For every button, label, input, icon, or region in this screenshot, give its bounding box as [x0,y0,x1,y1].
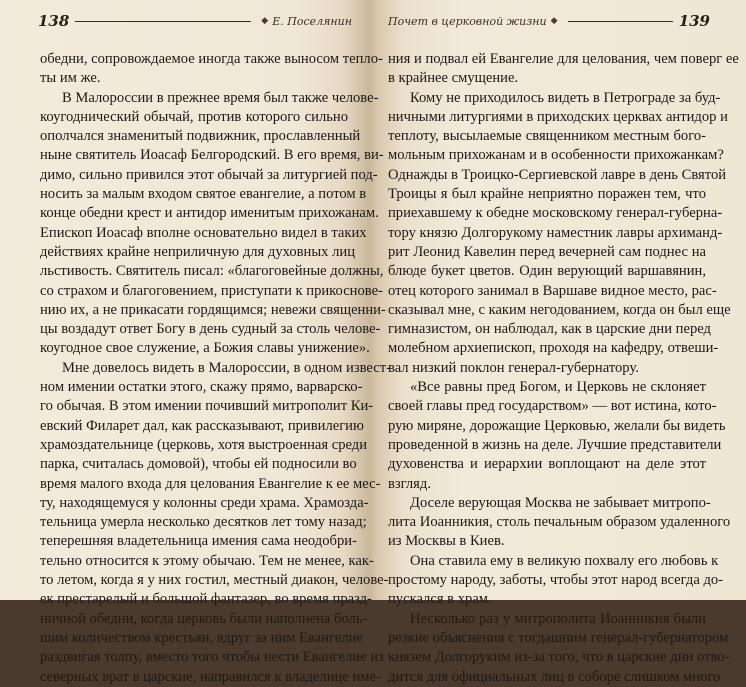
text-line: В Малороссии в прежнее время был также челове- [62,89,379,106]
text-line: мольным прихожанам и в особенности прихожанкам? [388,147,724,164]
text-line: теплоту, высылаемые священником местным бого- [388,128,706,145]
text-line: Однажды в Троицко-Сергиевской лавре в день Святой [388,166,727,183]
text-line: ном имении остатки этого, скажу прямо, варварско- [40,379,363,396]
text-line: Доселе верующая Москва не забывает митропо- [410,494,711,511]
text-line: нию их, а не прикасати гордящимся; невежи священни- [40,301,386,318]
right-page-text [388,50,739,687]
text-line: ничными литургиями в приходских церквах антидор и [388,108,728,125]
text-line: проведенной в жизнь на деле. Лучшие представители [388,436,722,453]
text-line: ныне святитель Иоасаф Белгородский. В его время, ви- [40,147,384,164]
text-line: молебном архиепископ, проходя на кафедру, отвеши- [388,340,719,357]
text-line: носить за малым входом святое евангелие, а потом в [40,186,367,203]
left-running-head [38,8,352,34]
text-line: из Москвы в Киев. [388,533,505,550]
text-line: духовенства и иерархии воплощают на деле этот [388,456,706,473]
text-line: со страхом и благоговением, приступати к прикоснове- [40,282,383,299]
text-line: коугоднический обычай, против которого сильно [40,108,348,125]
text-line: отец которого занимал в Варшаве видное место, рас- [388,282,717,299]
text-line: в крайнее смущение. [388,70,519,87]
text-line: коугодное свое служение, а Божия славы унижение». [40,340,370,357]
text-line: тору князю Долгорукому наместник лавры архиманд- [388,224,723,241]
text-line: ту, находящемуся у колонны среди храма. Храмозда- [40,494,369,511]
text-line: простому народу, заботы, чтобы этот народ всегда до- [388,572,724,589]
right-running-head [388,8,710,34]
text-line: то летом, когда я у них гостил, местный диакон, челове- [40,572,389,589]
text-line: димо, сильно привился этот обычай за литургией под- [40,166,378,183]
right-page [374,0,746,685]
text-line: теперешняя владетельница имения сама неодобри- [40,533,357,550]
text-line: взгляд. [388,475,431,492]
left-page-text [40,50,391,687]
text-line: Епископ Иоасаф вполне основательно видел в таких [40,224,367,241]
text-line: Мне довелось видеть в Малороссии, в одном извест- [62,359,391,376]
text-line: своей главы пред государством» — вот истина, кото- [388,398,717,415]
text-line: ты им же. [40,70,101,87]
text-line: рит Леонид Кавелин перед вечерней сам поднес на [388,243,706,260]
text-line: евский Филарет дал, как рассказывают, привилегию [40,417,364,434]
ornament-icon: ◆ [550,16,558,26]
text-line: парка, считалась домовой), чтобы ей подносили во [40,456,357,473]
text-line: ополчался знаменитый подвижник, прославленный [40,128,361,145]
text-line: Кому не приходилось видеть в Петрограде за буд- [410,89,721,106]
text-line: сказывал мне, с каким негодованием, когда он был еще [388,301,731,318]
text-line: действиях крайне неприличную для духовных лиц [40,243,356,260]
text-line: блюде букет цветов. Один верующий варшавянин, [388,263,706,280]
text-line: гимназистом, он наблюдал, как в царские дни перед [388,321,711,338]
text-line: льстивость. Святитель писал: «благоговейные должны, [40,263,384,280]
text-line: конце обедни крест и антидор именитым прихожанам. [40,205,379,222]
text-line: ек престарелый и большой фантазер, во время празд- [40,591,372,608]
text-line: резкие объяснения с тогдашним генерал-губернатором [388,629,729,646]
text-line: Она ставила ему в великую похвалу его любовь к [410,552,719,569]
text-line: ния и подвал ей Евангелие для целования, чем поверг ее [388,51,739,67]
text-line: тельница умерла несколько десятков лет тому назад; [40,514,367,531]
text-line: Троицы я был крайне неприятно поражен тем, что [388,186,706,203]
left-running-title: Е. Поселянин [272,14,352,28]
text-line: северных врат в царские, направился к владелице име- [40,668,381,685]
text-line: князем Долгоруким из-за того, что в царские дни отво- [388,649,730,666]
text-line: тельно относится к этому обычаю. Тем не менее, как- [40,552,374,569]
text-line: время малого входа для целования Евангелие к ее мес- [40,475,381,492]
text-line: вал низкий поклон генерал-губернатору. [388,359,639,376]
left-page-number: 138 [38,12,70,30]
text-line: го обычая. В этом имении почивший митрополит Ки- [40,398,374,415]
text-line: пускался в храм. [388,591,492,608]
text-line: ничной обедни, когда церковь были наполнена боль- [40,610,368,627]
text-line: приехавшему к обедне московскому генерал-губерна- [388,205,723,222]
ornament-icon: ◆ [261,16,269,26]
text-line: Несколько раз у митрополита Иоанникия были [410,610,706,627]
text-line: «Все равны пред Богом, и Церковь не склоняет [410,379,706,396]
text-line: храмоздательнице (церковь, хотя выстроенная среди [40,436,368,453]
text-line: шим количеством крестьян, вдруг за ним Евангелие [40,629,363,646]
right-page-number: 139 [678,12,710,30]
text-line: рую миряне, дорожащие Церковью, желали бы видеть [388,417,726,434]
text-line: раздвигая толпу, вместо того чтобы нести Евангелие из [40,649,384,666]
header-rule [75,21,251,22]
header-rule [568,21,673,22]
text-line: дится для официальных лиц в соборе слишком много [388,668,721,685]
text-line: цы воздадут ответ Богу в день судный за столь челове- [40,321,381,338]
right-running-title: Почет в церковной жизни [388,14,547,28]
text-line: обедни, сопровождаемое иногда также выносом тепло- [40,51,383,67]
text-line: лита Иоанникия, столь печальным образом удаленного [388,514,731,531]
